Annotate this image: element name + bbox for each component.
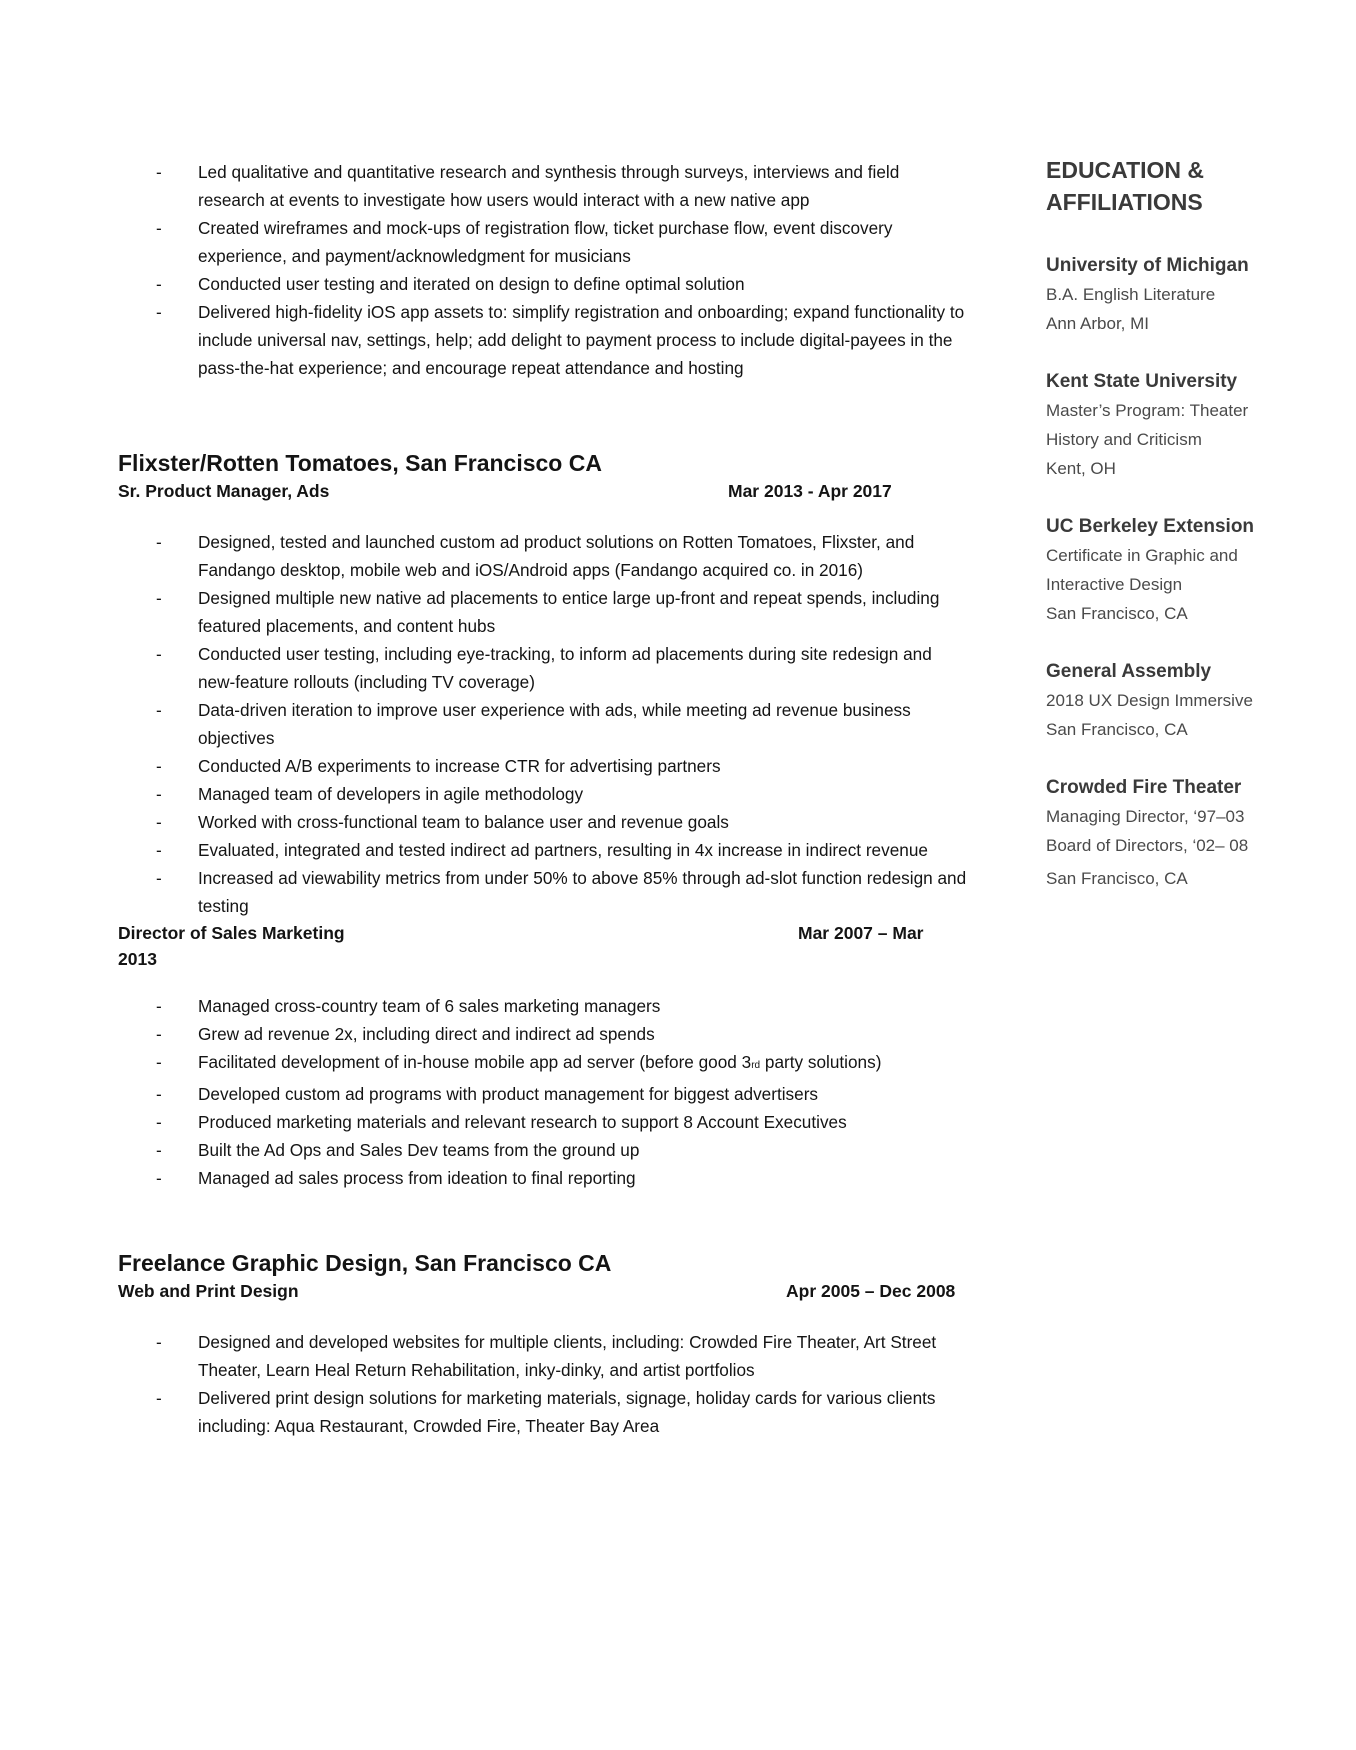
institution-name: UC Berkeley Extension bbox=[1046, 516, 1255, 537]
bullet-item: - Developed custom ad programs with product management for biggest advertisers bbox=[118, 1080, 968, 1108]
institution-name: Kent State University bbox=[1046, 371, 1238, 392]
institution-name: Crowded Fire Theater bbox=[1046, 777, 1242, 798]
bullet-item: - Built the Ad Ops and Sales Dev teams from the ground up bbox=[118, 1136, 968, 1164]
role-row bbox=[118, 920, 968, 946]
bullet-text: Facilitated development of in-house mobile app ad server (before good 3 bbox=[198, 1052, 752, 1072]
bullet-item: - Designed multiple new native ad placements to entice large up-front and repeat spends, including featured placements, and content hubs bbox=[118, 584, 968, 640]
ordinal-suffix: rd bbox=[751, 1060, 761, 1071]
bullet-item: - Managed cross-country team of 6 sales marketing managers bbox=[118, 992, 968, 1020]
bullet-list bbox=[118, 992, 968, 1192]
bullet-list bbox=[118, 528, 968, 920]
bullet-item: - Conducted user testing, including eye-tracking, to inform ad placements during site redesign and new-feature rollouts (including TV coverage) bbox=[118, 640, 968, 696]
education-entry bbox=[1046, 774, 1336, 893]
bullet-item: - Designed and developed websites for multiple clients, including: Crowded Fire Theater, Art Street Theater, Learn Heal Return Rehabilitation, inky-dinky, and artist portfolios bbox=[118, 1328, 968, 1384]
sidebar-heading-line: EDUCATION & bbox=[1046, 157, 1205, 183]
education-sidebar bbox=[1046, 154, 1336, 893]
bullet-text: party solutions) bbox=[760, 1052, 882, 1072]
bullet-item: - Evaluated, integrated and tested indirect ad partners, resulting in 4x increase in indirect revenue bbox=[118, 836, 968, 864]
role-dates: Mar 2013 - Apr 2017 bbox=[728, 481, 892, 501]
sidebar-heading-line: AFFILIATIONS bbox=[1046, 189, 1203, 215]
role-dates-continued: 2013 bbox=[118, 949, 157, 969]
bullet-item: - Led qualitative and quantitative research and synthesis through surveys, interviews and field research at events to investigate how users would interact with a new native app bbox=[118, 158, 968, 214]
role-dates: Apr 2005 – Dec 2008 bbox=[786, 1281, 956, 1301]
entry-line: History and Criticism bbox=[1046, 430, 1202, 449]
role-dates: Mar 2007 – Mar bbox=[798, 923, 924, 943]
education-entry bbox=[1046, 252, 1336, 338]
bullet-item: - Delivered print design solutions for marketing materials, signage, holiday cards for various clients including: Aqua Restaurant, Crowded Fire, Theater Bay Area bbox=[118, 1384, 968, 1440]
bullet-list bbox=[118, 1328, 968, 1440]
entry-line: San Francisco, CA bbox=[1046, 604, 1188, 623]
institution-name: General Assembly bbox=[1046, 661, 1212, 682]
bullet-item: - Conducted user testing and iterated on design to define optimal solution bbox=[118, 270, 968, 298]
entry-line: Board of Directors, ‘02– 08 bbox=[1046, 836, 1249, 855]
entry-line: Master’s Program: Theater bbox=[1046, 401, 1249, 420]
job-section-freelance bbox=[118, 1248, 968, 1440]
bullet-item bbox=[118, 1048, 968, 1080]
entry-line: 2018 UX Design Immersive bbox=[1046, 691, 1253, 710]
role-row bbox=[118, 1278, 968, 1304]
bullet-item: - Increased ad viewability metrics from under 50% to above 85% through ad-slot function redesign and testing bbox=[118, 864, 968, 920]
bullet-item: - Conducted A/B experiments to increase CTR for advertising partners bbox=[118, 752, 968, 780]
role-title: Sr. Product Manager, Ads bbox=[118, 481, 330, 501]
bullet-item: - Delivered high-fidelity iOS app assets to: simplify registration and onboarding; expand functionality to include universal nav, settings, help; add delight to payment process to include digital-payees in the pass-the-hat experience; and encourage repeat attendance and hosting bbox=[118, 298, 968, 382]
entry-line: Managing Director, ‘97–03 bbox=[1046, 807, 1245, 826]
entry-line: San Francisco, CA bbox=[1046, 869, 1188, 888]
company-heading: Freelance Graphic Design, San Francisco CA bbox=[118, 1250, 612, 1276]
entry-line: Ann Arbor, MI bbox=[1046, 314, 1149, 333]
role-row bbox=[118, 478, 968, 504]
job-section-flixster bbox=[118, 448, 968, 1192]
role-title: Web and Print Design bbox=[118, 1281, 299, 1301]
entry-line: Interactive Design bbox=[1046, 575, 1183, 594]
bullet-item: - Designed, tested and launched custom ad product solutions on Rotten Tomatoes, Flixster, and Fandango desktop, mobile web and iOS/Android apps (Fandango acquired co. in 2016) bbox=[118, 528, 968, 584]
bullet-item: - Grew ad revenue 2x, including direct and indirect ad spends bbox=[118, 1020, 968, 1048]
education-entry bbox=[1046, 513, 1336, 628]
institution-name: University of Michigan bbox=[1046, 255, 1249, 276]
bullet-item: - Created wireframes and mock-ups of registration flow, ticket purchase flow, event discovery experience, and payment/acknowledgment for musicians bbox=[118, 214, 968, 270]
sidebar-heading bbox=[1046, 154, 1336, 218]
entry-line: Kent, OH bbox=[1046, 459, 1116, 478]
bullet-item: - Produced marketing materials and relevant research to support 8 Account Executives bbox=[118, 1108, 968, 1136]
company-heading: Flixster/Rotten Tomatoes, San Francisco CA bbox=[118, 450, 602, 476]
bullet-item: - Data-driven iteration to improve user experience with ads, while meeting ad revenue business objectives bbox=[118, 696, 968, 752]
education-entry bbox=[1046, 658, 1336, 744]
entry-line: San Francisco, CA bbox=[1046, 720, 1188, 739]
role-title: Director of Sales Marketing bbox=[118, 923, 345, 943]
bullet-item: - Worked with cross-functional team to balance user and revenue goals bbox=[118, 808, 968, 836]
entry-line: B.A. English Literature bbox=[1046, 285, 1216, 304]
bullet-item: - Managed ad sales process from ideation to final reporting bbox=[118, 1164, 968, 1192]
resume-main-column bbox=[118, 158, 968, 1440]
entry-line: Certificate in Graphic and bbox=[1046, 546, 1238, 565]
bullet-item: - Managed team of developers in agile methodology bbox=[118, 780, 968, 808]
bullet-list bbox=[118, 158, 968, 382]
education-entry bbox=[1046, 368, 1336, 483]
